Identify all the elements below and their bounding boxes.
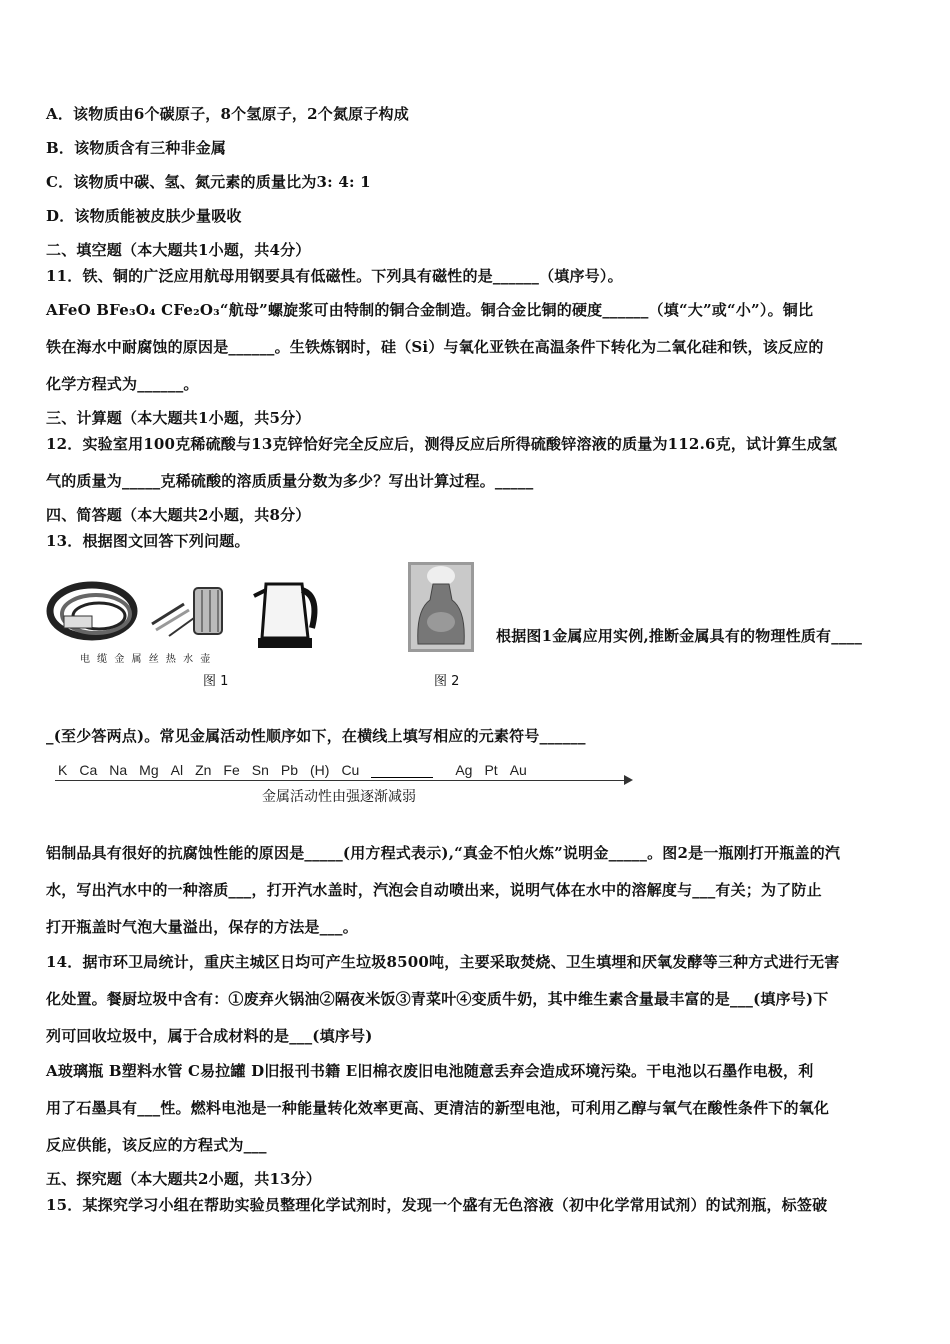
element-symbol: Cu xyxy=(341,762,360,778)
option-a: A．该物质由6个碳原子，8个氢原子，2个氮原子构成 xyxy=(46,105,409,123)
question-14-text: 用了石墨具有___性。燃料电池是一种能量转化效率更高、更清洁的新型电池，可利用乙醇与氧气在酸性条件下的氧化 xyxy=(46,1099,830,1117)
option-c: C．该物质中碳、氢、氮元素的质量比为3: 4: 1 xyxy=(46,173,371,191)
section-heading-explore: 五、探究题（本大题共2小题，共13分） xyxy=(46,1170,322,1188)
question-11: 11．铁、铜的广泛应用航母用钢要具有低磁性。下列具有磁性的是______（填序号）。 xyxy=(46,267,623,285)
question-13-text: 根据图1金属应用实例,推断金属具有的物理性质有____ xyxy=(496,627,863,645)
question-13-text: 打开瓶盖时气泡大量溢出，保存的方法是___。 xyxy=(46,918,358,936)
section-heading-short: 四、简答题（本大题共2小题，共8分） xyxy=(46,506,311,524)
element-symbol: Ag xyxy=(455,762,473,778)
question-13-text: 水，写出汽水中的一种溶质___，打开汽水盖时，汽泡会自动喷出来，说明气体在水中的溶解度与___有关；为了防止 xyxy=(46,881,822,899)
question-14-text: 化处置。餐厨垃圾中含有：①废弃火锅油②隔夜米饭③青菜叶④变质牛奶，其中维生素含量最丰富的是___(填序号)下 xyxy=(46,990,829,1008)
element-symbol: Sn xyxy=(251,762,269,778)
question-13-text: 铝制品具有很好的抗腐蚀性能的原因是_____(用方程式表示),“真金不怕火炼”说明金_____。图2是一瓶刚打开瓶盖的汽 xyxy=(46,844,841,862)
element-symbol: Pt xyxy=(484,762,498,778)
element-symbol: Na xyxy=(109,762,128,778)
question-14-text: A玻璃瓶 B塑料水管 C易拉罐 D旧报刊书籍 E旧棉衣废旧电池随意丢弃会造成环境污染。干电池以石墨作电极，利 xyxy=(46,1062,814,1080)
section-heading-calc: 三、计算题（本大题共1小题，共5分） xyxy=(46,409,311,427)
section-heading-fill: 二、填空题（本大题共1小题，共4分） xyxy=(46,241,311,259)
wire-icon xyxy=(152,588,222,636)
figure-1-caption: 图 1 xyxy=(203,674,229,689)
question-14: 14．据市环卫局统计，重庆主城区日均可产生垃圾8500吨，主要采取焚烧、卫生填埋和厌氧发酵等三种方式进行无害 xyxy=(46,953,840,971)
element-symbol: Zn xyxy=(195,762,212,778)
activity-series-note: 金属活动性由强逐渐减弱 xyxy=(262,789,416,805)
question-14-text: 列可回收垃圾中，属于合成材料的是___(填序号) xyxy=(46,1027,373,1045)
element-symbol: Au xyxy=(509,762,527,778)
element-symbol: Al xyxy=(170,762,184,778)
question-15: 15．某探究学习小组在帮助实验员整理化学试剂时，发现一个盛有无色溶液（初中化学常用试剂）的试剂瓶，标签破 xyxy=(46,1196,828,1214)
option-b: B．该物质含有三种非金属 xyxy=(46,139,227,157)
figure-2-caption: 图 2 xyxy=(434,674,460,689)
activity-series xyxy=(58,762,539,778)
element-symbol: Mg xyxy=(139,762,159,778)
activity-arrow-line xyxy=(55,780,630,781)
question-11-text: AFeO BFe₃O₄ CFe₂O₃“航母”螺旋浆可由特制的铜合金制造。铜合金比铜的硬度______（填“大”或“小”）。铜比 xyxy=(46,301,814,319)
kettle-icon xyxy=(254,584,314,648)
option-d: D．该物质能被皮肤少量吸收 xyxy=(46,207,242,225)
element-symbol: Ca xyxy=(79,762,98,778)
question-13: 13．根据图文回答下列问题。 xyxy=(46,532,250,550)
question-14-text: 反应供能，该反应的方程式为___ xyxy=(46,1136,267,1154)
answer-blank xyxy=(371,763,433,778)
element-symbol: K xyxy=(58,762,68,778)
figure-2-image xyxy=(408,562,474,652)
arrow-head-icon xyxy=(624,775,633,785)
element-symbol: (H) xyxy=(310,762,330,778)
question-12-text: 气的质量为_____克稀硫酸的溶质质量分数为多少？写出计算过程。_____ xyxy=(46,472,534,490)
question-13-text: _(至少答两点)。常见金属活动性顺序如下，在横线上填写相应的元素符号______ xyxy=(46,727,586,745)
element-symbol: Pb xyxy=(280,762,298,778)
question-12: 12．实验室用100克稀硫酸与13克锌恰好完全反应后，测得反应后所得硫酸锌溶液的质量为112.6克，试计算生成氢 xyxy=(46,435,838,453)
cable-icon xyxy=(50,585,134,637)
figure-1-labels: 电 缆 金 属 丝 热 水 壶 xyxy=(80,654,213,665)
element-symbol: Fe xyxy=(223,762,240,778)
question-11-text: 铁在海水中耐腐蚀的原因是______。生铁炼钢时，硅（Si）与氧化亚铁在高温条件下转化为二氧化硅和铁，该反应的 xyxy=(46,338,824,356)
question-11-text: 化学方程式为______。 xyxy=(46,375,199,393)
